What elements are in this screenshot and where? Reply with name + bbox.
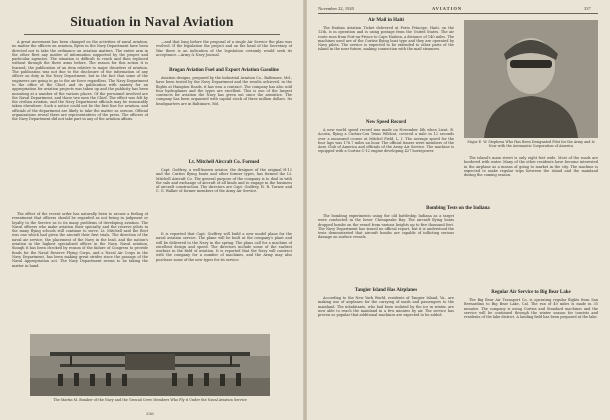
right-column-4: According to the New York World, residents of Tangier Island, Va., are making use of airplanes for the carrying of mails and passengers to the mainland. The inhabitants, who had been isolated by the ice in winter, are now able to reach the mainland in a few minutes by air. The service has proven so popular that additional machines are expected to be added.	[318, 296, 454, 318]
running-head-rule	[318, 13, 598, 14]
left-column-3: —and that long before the proposal of a single Air Service the plan was evolved. If the legislation the project and on the head of the Secretary of War there is an indication of the legislation certainly would seek its acceptance.—Army & Navy Journal.	[156, 40, 292, 57]
right-column-6: The Big Bear Air Transport Co. is operating regular flights from San Bernardino to Big Bear Lake, Cal. The run of 40 miles is made in 35 minutes. The company is using Curtiss and Standard machines and the service will be continued through the winter season for tourists and residents of the lake district. A landing field has been prepared at the lake.	[464, 298, 598, 320]
right-page	[306, 0, 610, 420]
subhead-tangier-island: Tangier Island Has Airplanes	[354, 288, 418, 293]
subhead-brogan: Brogan Aviation Fuel and Export Aviation Gasoline	[169, 68, 279, 73]
article-headline: Situation in Naval Aviation	[70, 14, 234, 29]
subhead-aircraft-co: Lt. Mitchell Aircraft Co. Formed	[188, 160, 260, 165]
right-page-number: 337	[584, 6, 591, 11]
headline-rule	[24, 34, 280, 35]
issue-date: November 22, 1920	[318, 6, 354, 11]
bomber-photo	[30, 334, 270, 396]
left-page	[0, 0, 304, 420]
left-column-2: The effect of the recent order has naturally been to arouse a feeling of resentment that officers should be regarded as not being in judgment or loyalty to the Service as to its many problems of developing aviation. The Naval officers who make aviation their specialty and the reserve pilots in the many flying schools still continue to serve. Lt. Mitchell said the fleet was one which had given the aircraft their first trials. The direction of the naval air service, the placement of the Navy in the lead, and the nation's aviation in the highest specialized offices in the Navy. Naval aviation, though it has been checked by reason of the failure of Congress to provide funds for the Naval Reserve Flying Corps, and a Naval Air Corps in the Navy Department, has been making great strides since the passage of the Naval Appropriation act. The Navy Department seems to be taking the matter in hand.	[12, 212, 148, 268]
left-column-6: It is reported that Capt. Godfrey will build a new model plane for the naval aviation service. The plane will be built at the company's plant and will be delivered to the Navy in the spring. The plans call for a machine of excellent design and speed. The directors include some of the earliest workers in the field of aviation. It is reported that the Navy will contract with the company for a number of machines, and the Army may also purchase some of the new types for its service.	[156, 232, 292, 262]
portrait-photo	[464, 20, 598, 138]
left-column-4: Aviation designs, prepared by the Industrial Aviation Co., Baltimore, Md., have been tested by the Navy Department and the results achieved, in the flights at Hampton Roads, it has won a contract. The company has also sold four hydroplanes and the types are excellent. This is one of the largest contracts for aviation the Navy has given out since the armistice. The company has been organized with capital stock of three million dollars. Its headquarters are in Baltimore, Md.	[156, 76, 292, 106]
subhead-air-mail-haiti: Air Mail in Haiti	[368, 18, 404, 23]
bomber-photo-caption: The Martin M. Bomber of the Navy and the Ground Crew Members Who Fly it Under the Naval Aviation Service	[53, 398, 247, 402]
left-column-5: Capt. Godfrey, a well-known aviator, the designer of the original H-12 and the Curtiss flying boats and other former types, has formed the Lt. Mitchell Aircraft Co. The general purpose of the company is to deal in with the sale and exchange of aircraft of all kinds and to engage in the business of aircraft construction. The directors are Capt. Godfrey, H. R. Turner and C. G. Walker of former members of the Army Air Service.	[156, 168, 292, 194]
portrait-caption: Major E. W. Stephens Who Has Been Designated Pilot for the Army and Is Now with the Aeronautic Corporation of America	[467, 140, 595, 148]
right-column-5: The island's main street is only eight feet wide. Most of the roads are bordered with water. Many of the other residents have become interested in the airplane as a means of going to market in the city. The machine is expected to make regular trips between the island and the mainland during the coming season.	[464, 156, 598, 178]
right-column-1: The Haitian Aviation Ticket delivered at Porto Principe, Haiti, on the 12th, is in operation and is using postage from the United States. The air route runs from Port-au-Prince to Cape Haitien, a distance of 140 miles. The machines used are of the Curtiss flying boat type and they are operated by Navy pilots. The service is expected to be extended to other parts of the island in the near future, making connection with the mail steamers.	[318, 26, 454, 52]
subhead-bombing-tests: Bombing Tests on the Indiana	[426, 206, 490, 211]
subhead-speed-record: New Speed Record	[365, 120, 407, 125]
left-page-number: 336	[146, 411, 154, 416]
subhead-big-bear-lake: Regular Air Service to Big Bear Lake	[491, 290, 571, 295]
magazine-title: AVIATION	[432, 6, 463, 11]
right-column-2: A new world speed record was made on November 4th when Lieut. B. Acosta, flying a Curtiss-Cox Texas Wildcat, covered a mile in 12 seconds over a measured course at Mitchel Field, L. I. The average speed for the four laps was 176.7 miles an hour. The official timers were members of the Aero Club of America and officials of the Army Air Service. The machine is equipped with a Curtiss C-12 engine developing 427 horsepower.	[318, 128, 454, 154]
left-column-1: A great movement has been changed on the activities of naval aviation, no matter the officers on aviation, flyers in the Navy Department have been directed not to take the ordinance on aviation matters. The entire arm in the other fleet any matter of information supported by the proper and particular agencies. The situation is difficult to reach and then replaced without through the three arms before. The reason for this action it is learned, the publication of an item relative to major disorders of aviation. The publication was not due to the disclosure of the information of any officer on duty in the Navy Department, but in the fact that some of the engineers are going to go to the air force regardless. The Navy Department to the office of the Chief, and its publication with anxiety for an appropriation for aviation projects was taken up and the publicity has been mounting at a number of the various places. Of the personnel involved are the Naval Department, and those two men the Chief. The effect was felt by the civilian aviation, and the Navy Department officials may be reasonably taken elsewhere. Such a notice could not be the first line for aviation, and officials of the department are likely to take the matter as serious. Official organizations reveal there are representatives of the press. The officers of the Navy Department did not take part in any of the aviation affairs.	[12, 40, 148, 122]
right-column-3: The bombing experiments using the old battleship Indiana as a target were conducted in the lower Chesapeake Bay. The aircraft flying boats dropped bombs on the vessel from various heights up to five thousand feet. The Navy Department has issued no official report, but it is understood the tests demonstrated that aircraft bombs are capable of inflicting serious damage on surface vessels.	[318, 214, 454, 240]
